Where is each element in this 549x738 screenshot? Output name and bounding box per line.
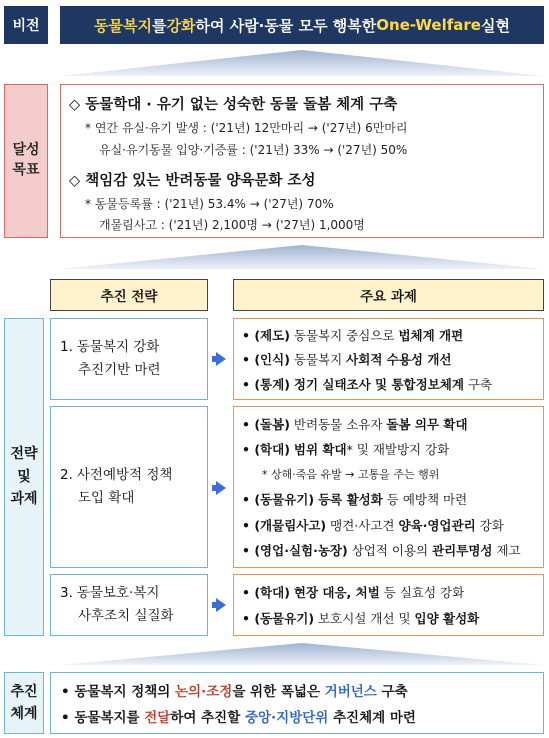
up-arrow-2 [60, 243, 544, 269]
header-tasks [233, 279, 544, 311]
vision-text-2: 하여 사람·동물 모두 행복한 [195, 16, 377, 35]
goals-label-line2: 목표 [12, 162, 40, 178]
goal-heading-1: ◇ 동물학대 · 유기 없는 성숙한 동물 돌봄 체계 구축 [69, 97, 398, 113]
vision-keyword-one-welfare: One-Welfare [376, 16, 481, 34]
task-2-5: • (영업·실험·농장) 상업적 이용의 관리투명성 제고 [242, 543, 521, 559]
task-1-1: • (제도) 동물복지 중심으로 법체계 개편 [242, 327, 464, 343]
goals-label [4, 84, 48, 238]
task-2-2-note: * 상해·죽음 유발 → 고통을 주는 행위 [262, 468, 440, 482]
goal-sub-1a: * 연간 유실·유기 발생 : ('21년) 12만마리 → ('27년) 6만마리 [85, 121, 408, 135]
vision-text-1: 를 [152, 16, 167, 35]
strategy-1 [50, 318, 208, 400]
goal-sub-1b: 유실·유기동물 입양·기증률 : ('21년) 33% → ('27년) 50% [99, 143, 408, 157]
strategy-2 [50, 406, 208, 568]
tasks-1 [233, 318, 544, 400]
vision-keyword-strengthen: 강화 [166, 16, 196, 35]
vision-label-text: 비전 [12, 18, 40, 34]
arrow-right-1 [212, 352, 226, 366]
goal-sub-2a: * 동물등록률 : ('21년) 53.4% → ('27년) 70% [85, 197, 334, 211]
strategy-3-line2: 사후조치 실질화 [78, 608, 174, 624]
tasks-3 [233, 574, 544, 636]
strategy-label-line3: 과제 [10, 491, 38, 508]
strategy-3-num: 3. [60, 585, 73, 602]
strategy-2-line2: 도입 확대 [78, 490, 135, 506]
system-line-1: • 동물복지 정책의 논의·조정을 위한 폭넓은 거버넌스 구축 [61, 683, 408, 700]
task-3-1: • (학대) 현장 대응, 처벌 등 실효성 강화 [242, 585, 465, 600]
strategy-1-num: 1. [60, 339, 73, 356]
strategy-label [4, 318, 44, 636]
header-strategy [50, 279, 208, 311]
goal-sub-2b: 개물림사고 : ('21년) 2,100명 → ('27년) 1,000명 [99, 218, 365, 232]
strategy-3 [50, 574, 208, 636]
task-2-1: • (돌봄) 반려동물 소유자 돌봄 의무 확대 [242, 416, 468, 432]
strategy-1-line1: 동물복지 강화 [76, 339, 160, 356]
arrow-right-3 [212, 598, 226, 612]
up-arrow-3 [60, 641, 544, 665]
strategy-label-line2: 및 [17, 468, 31, 485]
strategy-1-line2: 추진기반 마련 [78, 362, 161, 378]
task-1-2: • (인식) 동물복지 사회적 수용성 개선 [242, 352, 452, 367]
vision-keyword-welfare: 동물복지 [94, 16, 153, 35]
up-arrow-1 [60, 48, 544, 76]
strategy-2-line1: 사전예방적 정책 [76, 467, 173, 484]
task-3-2: • (동물유기) 보호시설 개선 및 입양 활성화 [242, 611, 480, 626]
header-strategy-text: 추진 전략 [100, 289, 158, 305]
task-2-3: • (동물유기) 등록 활성화 등 예방책 마련 [242, 491, 468, 507]
system-label [4, 672, 44, 734]
task-2-4: • (개물림사고) 맹견·사고견 양육·영업관리 강화 [242, 517, 504, 533]
strategy-label-line1: 전략 [10, 446, 38, 463]
strategy-3-line1: 동물보호·복지 [76, 585, 160, 602]
header-tasks-text: 주요 과제 [360, 289, 417, 305]
task-1-3: • (통계) 정기 실태조사 및 통합정보체계 구축 [242, 376, 493, 392]
task-2-2: • (학대) 범위 확대* 및 재발방지 강화 [242, 442, 450, 458]
goals-label-line1: 달성 [12, 142, 40, 159]
vision-text-3: 실현 [480, 16, 510, 35]
goals-box [60, 84, 544, 238]
strategy-2-num: 2. [60, 467, 73, 484]
system-line-2: • 동물복지를 전달하여 추진할 중앙·지방단위 추진체계 마련 [61, 710, 416, 727]
system-label-line2: 체계 [10, 706, 38, 722]
system-label-line1: 추진 [10, 683, 38, 700]
goal-heading-2: ◇ 책임감 있는 반려동물 양육문화 조성 [69, 173, 316, 189]
vision-label [4, 6, 48, 44]
system-box [50, 672, 544, 734]
vision-statement [60, 6, 544, 44]
tasks-2 [233, 406, 544, 568]
arrow-right-2 [212, 481, 226, 495]
